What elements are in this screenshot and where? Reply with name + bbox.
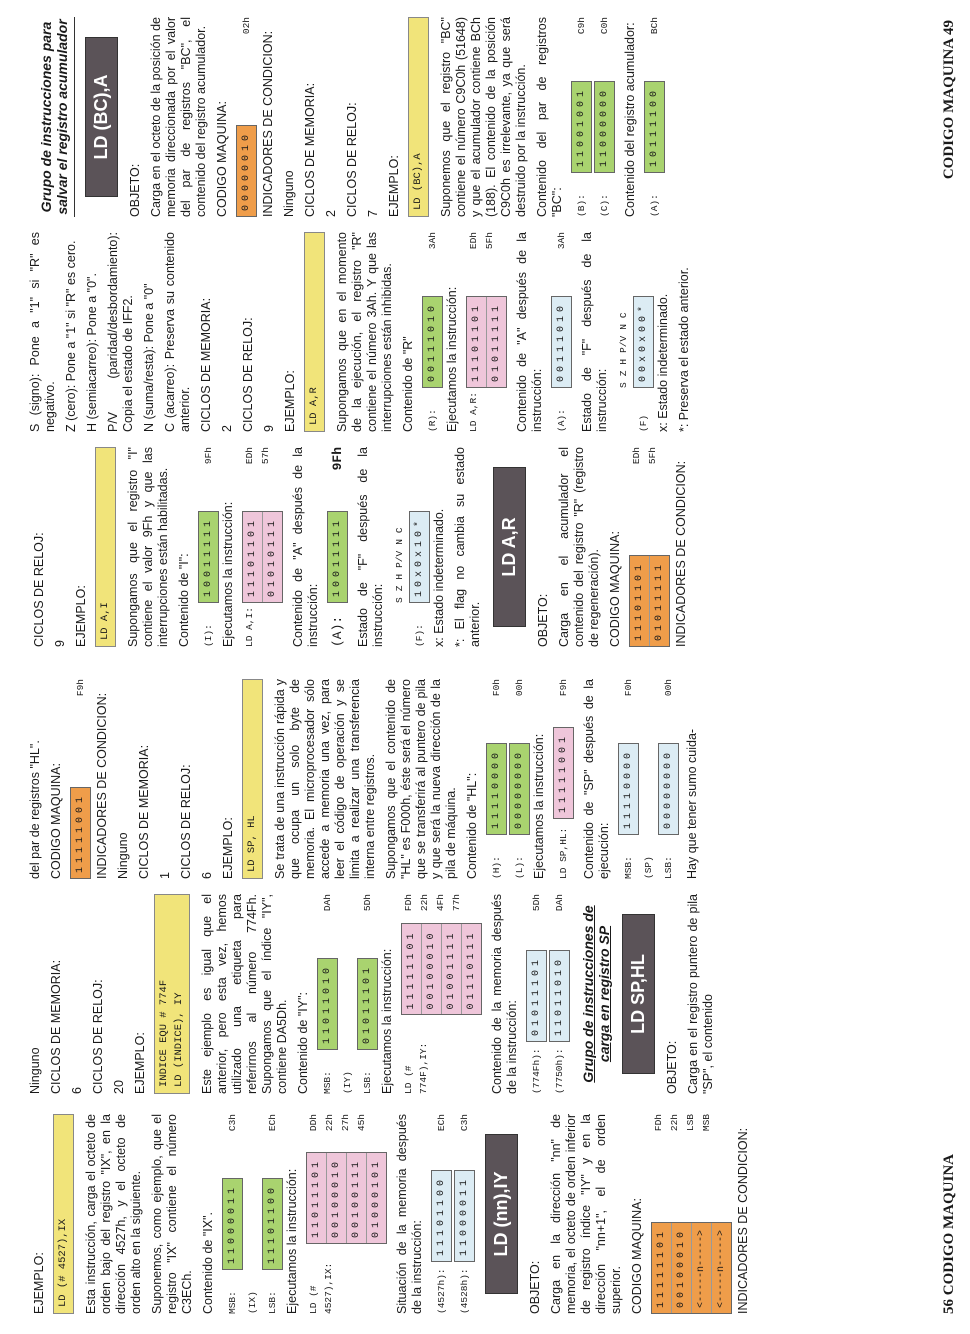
ejemplo-label: EJEMPLO: bbox=[133, 1032, 147, 1094]
paragraph: Carga en el octeto de la posición de memoria direccionada por el valor del par de registros "BC", el contenido del registro acumulador. bbox=[149, 17, 208, 217]
left-column-3 bbox=[28, 679, 706, 879]
register-row: MSB: 11000011 C3h bbox=[222, 1114, 243, 1314]
note: x: Estado indeterminado. bbox=[432, 508, 446, 647]
paragraph: Suponemos que el registro "BC" contiene el número C9C0h (51648) y que el acumulador contiene BCh (188). El contenido de la posición C9C0h es irrelevante, ya que será destruido por la instrucción. bbox=[439, 17, 528, 217]
flags-row: (F): 10x0x10* bbox=[409, 447, 430, 647]
ejemplo-label: EJEMPLO: bbox=[387, 155, 401, 217]
ciclos-memoria-value: 2 bbox=[324, 210, 338, 217]
indicadores-label: INDICADORES DE CONDICION: bbox=[261, 30, 275, 217]
paragraph: Se trata de una instrucción rápida y que ocupa un solo byte de memoria. El microprocesador sólo accede a memoria una vez, para leer el código de operación y se limita a realizar una transferencia interna entre registros. bbox=[273, 679, 377, 879]
paragraph: Contenido de "HL": bbox=[465, 772, 479, 879]
ejemplo-code-box: LD A,I bbox=[95, 447, 116, 647]
exec-label: Ejecutamos la instrucción: bbox=[380, 948, 394, 1094]
memory-title: Situación de la memoria después de la instrucción: bbox=[395, 1114, 424, 1314]
paragraph: Hay que tener sumo cuida- bbox=[685, 728, 699, 879]
register-row: LSB: 01011101 5Dh bbox=[357, 894, 378, 1094]
instruction-bytes: LD A,R: 11101101 01011111 EDh 5Fh bbox=[466, 232, 507, 432]
instruction-byte: LD SP,HL: 11111001 F9h bbox=[553, 679, 574, 879]
flag-desc: S (signo): Pone a "1" si "R" es negativo. bbox=[28, 232, 57, 432]
paragraph: Carga en la dirección "nn" de memoria, el octeto de orden inferior de registro índice "IY" y en la dirección "nn+1", el de orden superior. bbox=[549, 1114, 623, 1314]
codigo-label: CODIGO MAQUINA: bbox=[215, 101, 229, 217]
register-row: (IX) bbox=[247, 1291, 258, 1314]
ciclos-reloj-value: 20 bbox=[112, 1080, 126, 1094]
paragraph: Contenido de "IY": bbox=[296, 992, 310, 1094]
flag-desc: C (acarreo): Preserva su contenido anterior. bbox=[163, 232, 192, 432]
register-row: (IY) bbox=[342, 1071, 353, 1094]
paragraph: Esta instrucción, carga el octeto de orden bajo del registro "IX", en la dirección 4527h, y el octeto de orden alto en la siguiente. bbox=[84, 1114, 143, 1314]
paragraph: Supongamos que el registro "I" contiene el valor 9Fh y que las interrupciones están habilitadas. bbox=[126, 447, 170, 647]
note: x: Estado indeterminado. bbox=[656, 293, 670, 432]
codigo-label: CODIGO MAQUINA: bbox=[49, 763, 63, 879]
register-row: (SP) bbox=[643, 856, 654, 879]
paragraph: Contenido de "I": bbox=[177, 553, 191, 647]
paragraph: Este ejemplo es igual que el anterior, pero esta vez, hemos utilizado una etiqueta para referirnos al número 774Fh. Supongamos que el índice "IY", contiene DA5Dh. bbox=[200, 894, 289, 1094]
codigo-bytes: 11111101 00100010 <-----n-----> <-----n-----> FDh 22h LSB MSB bbox=[651, 1114, 732, 1314]
ejemplo-code-box: LD (BC),A bbox=[408, 17, 429, 217]
note: *: El flag no cambia su estado anterior. bbox=[453, 447, 482, 647]
paragraph: Estado de "F" después de la instrucción: bbox=[580, 232, 609, 432]
exec-label: Ejecutamos la instrucción: bbox=[445, 286, 459, 432]
flags-row: (F) 00x0x00* bbox=[633, 232, 654, 432]
instruction-bytes: LD A,I: 11101101 01010111 EDh 57h bbox=[242, 447, 283, 647]
paragraph: Contenido de "IX". bbox=[201, 1212, 215, 1314]
memory-row: (7750h): 11011010 DAh bbox=[549, 894, 570, 1094]
group-title: Grupo de instrucciones para salvar el registro acumulador bbox=[38, 17, 75, 217]
ejemplo-label: EJEMPLO: bbox=[283, 370, 297, 432]
flag-names: S Z H P/V N C bbox=[618, 312, 629, 388]
group-title: Grupo de instrucciones de carga en registro SP bbox=[580, 905, 612, 1083]
page-footer: 56 CODIGO MAQUINA bbox=[941, 1154, 957, 1314]
codigo-byte: 00000010 02h bbox=[236, 17, 257, 217]
ciclos-reloj-value: 6 bbox=[200, 872, 214, 879]
instruction-heading: LD SP,HL bbox=[622, 914, 655, 1074]
page-footer: CODIGO MAQUINA 49 bbox=[941, 20, 957, 180]
paragraph: Contenido de "SP" después de la ejecución: bbox=[582, 679, 611, 879]
paragraph: Contenido del registro acumulador: bbox=[623, 22, 637, 217]
page-56 bbox=[0, 667, 970, 1334]
ciclos-memoria-label: CICLOS DE MEMORIA: bbox=[303, 82, 317, 217]
ciclos-reloj-value: 9 bbox=[262, 425, 276, 432]
right-column-3 bbox=[28, 17, 667, 217]
paragraph: Contenido del par de registros "BC": bbox=[535, 17, 564, 217]
flag-desc: Z (cero): Pone a "1" si "R" es cero. bbox=[64, 240, 78, 432]
ciclos-reloj-label: CICLOS DE RELOJ: bbox=[91, 979, 105, 1094]
note: *: Preserva el estado anterior. bbox=[677, 267, 691, 432]
ciclos-reloj-label: CICLOS DE RELOJ: bbox=[32, 532, 46, 647]
register-row: (I): 10011111 9Fh bbox=[198, 447, 219, 647]
objeto-label: OBJETO: bbox=[536, 593, 550, 647]
ejemplo-code-box: LD SP, HL bbox=[242, 679, 263, 879]
ciclos-reloj-value: 9 bbox=[53, 640, 67, 647]
instruction-heading: LD (BC),A bbox=[85, 37, 118, 197]
flag-names: S Z H P/V N C bbox=[394, 527, 405, 603]
ninguno-text: Ninguno bbox=[28, 1047, 42, 1094]
paragraph: Contenido de "R" bbox=[401, 336, 415, 432]
ciclos-reloj-value: 7 bbox=[366, 210, 380, 217]
ejemplo-label: EJEMPLO: bbox=[74, 585, 88, 647]
ciclos-memoria-value: 6 bbox=[70, 1087, 84, 1094]
objeto-label: OBJETO: bbox=[528, 1260, 542, 1314]
paragraph: Carga en el acumulador el contenido del registro "R" (registro de regeneración). bbox=[557, 447, 601, 647]
exec-label: Ejecutamos la instrucción: bbox=[532, 733, 546, 879]
ninguno-text: Ninguno bbox=[116, 832, 130, 879]
paragraph: del par de registros "HL". bbox=[28, 740, 42, 879]
paragraph: Suponemos, como ejemplo, que el registro "IX" contiene el número C3ECh. bbox=[150, 1114, 194, 1314]
ejemplo-label: EJEMPLO: bbox=[32, 1252, 46, 1314]
instruction-heading: LD (nn),IY bbox=[485, 1134, 518, 1294]
register-row: (L): 00000000 00h bbox=[509, 679, 530, 879]
indicadores-label: INDICADORES DE CONDICION: bbox=[674, 460, 688, 647]
ciclos-memoria-label: CICLOS DE MEMORIA: bbox=[199, 297, 213, 432]
register-row: MSB: 11110000 F0h bbox=[618, 679, 639, 879]
ciclos-memoria-label: CICLOS DE MEMORIA: bbox=[49, 959, 63, 1094]
objeto-label: OBJETO: bbox=[128, 163, 142, 217]
register-row: (A): 10011111 9Fh bbox=[327, 447, 348, 647]
paragraph: Estado de "F" después de la instrucción: bbox=[356, 447, 385, 647]
left-column-2 bbox=[28, 894, 722, 1094]
ciclos-memoria-value: 1 bbox=[158, 872, 172, 879]
right-column-1 bbox=[28, 447, 695, 647]
memory-row: (4527h): 11101100 ECh bbox=[431, 1114, 452, 1314]
register-row: MSB: 11011010 DAh bbox=[317, 894, 338, 1094]
ejemplo-code-box: INDICE EQU # 774F LD (INDICE), IY bbox=[154, 894, 190, 1094]
paragraph: Contenido de "A" después de la instrucción: bbox=[515, 232, 544, 432]
flag-desc: N (suma/resta): Pone a "0" bbox=[142, 283, 156, 432]
right-column-2 bbox=[28, 232, 698, 432]
ejemplo-code-box: LD A,R bbox=[304, 232, 325, 432]
paragraph: Supongamos que el contenido de "HL" es F000h, éste será el número que se transferirá al puntero de pila y que será la nueva dirección de la pila de máquina. bbox=[384, 679, 458, 879]
register-row: (A): 10111100 BCh bbox=[644, 17, 665, 217]
codigo-bytes: 11101101 01011111 EDh 5Fh bbox=[629, 447, 670, 647]
ciclos-reloj-label: CICLOS DE RELOJ: bbox=[179, 764, 193, 879]
indicadores-label: INDICADORES DE CONDICION: bbox=[95, 692, 109, 879]
ejemplo-code-box: LD (# 4527),IX bbox=[53, 1114, 74, 1314]
register-row: (C): 11000000 C0h bbox=[594, 17, 615, 217]
instruction-heading: LD A,R bbox=[493, 467, 526, 627]
exec-label: Ejecutamos la instrucción: bbox=[221, 501, 235, 647]
ninguno-text: Ninguno bbox=[282, 170, 296, 217]
register-row: LSB: 11101100 ECh bbox=[262, 1114, 283, 1314]
register-row: (B): 11001001 C9h bbox=[571, 17, 592, 217]
memory-row: (774Fh): 01011101 5Dh bbox=[526, 894, 547, 1094]
ciclos-reloj-label: CICLOS DE RELOJ: bbox=[345, 102, 359, 217]
codigo-label: CODIGO MAQUINA: bbox=[608, 531, 622, 647]
objeto-label: OBJETO: bbox=[665, 1040, 679, 1094]
indicadores-label: INDICADORES DE CONDICION: bbox=[736, 1127, 750, 1314]
codigo-byte: 11111001 F9h bbox=[70, 679, 91, 879]
flag-desc: P/V (paridad/desbordamiento): Copia el estado de IFF2. bbox=[106, 232, 135, 432]
register-row: LSB: 00000000 00h bbox=[658, 679, 679, 879]
ciclos-reloj-label: CICLOS DE RELOJ: bbox=[241, 317, 255, 432]
memory-title: Contenido de la memoria después de la instrucción: bbox=[490, 894, 519, 1094]
flag-desc: H (semiacarreo): Pone a "0". bbox=[85, 273, 99, 432]
register-row: (H): 11110000 F0h bbox=[486, 679, 507, 879]
left-column-1 bbox=[28, 1114, 757, 1314]
paragraph: Supongamos que en el momento de la ejecución, el registro "R" contiene el número 3Ah. Y que las interrupciones están inhibidas. bbox=[335, 232, 394, 432]
register-row: (A): 00111010 3Ah bbox=[551, 232, 572, 432]
instruction-bytes: LD (# 4527),IX: 11011101 00100010 00100111 01000101 DDh 22h 27h 45h bbox=[306, 1114, 387, 1314]
paragraph: Carga en el registro puntero de pila "SP", el contenido bbox=[686, 894, 715, 1094]
ciclos-memoria-label: CICLOS DE MEMORIA: bbox=[137, 744, 151, 879]
memory-row: (4528h): 11000011 C3h bbox=[454, 1114, 475, 1314]
codigo-label: CODIGO MAQUINA: bbox=[630, 1198, 644, 1314]
paragraph: Contenido de "A" después de la instrucción: bbox=[291, 447, 320, 647]
register-row: (R): 00111010 3Ah bbox=[422, 232, 443, 432]
exec-label: Ejecutamos la instrucción: bbox=[285, 1168, 299, 1314]
ciclos-memoria-value: 2 bbox=[220, 425, 234, 432]
ejemplo-label: EJEMPLO: bbox=[221, 817, 235, 879]
instruction-bytes: LD (# 774F),IY: 11111101 00100010 01001111 01110111 FDh 22h 4Fh 77h bbox=[401, 894, 482, 1094]
